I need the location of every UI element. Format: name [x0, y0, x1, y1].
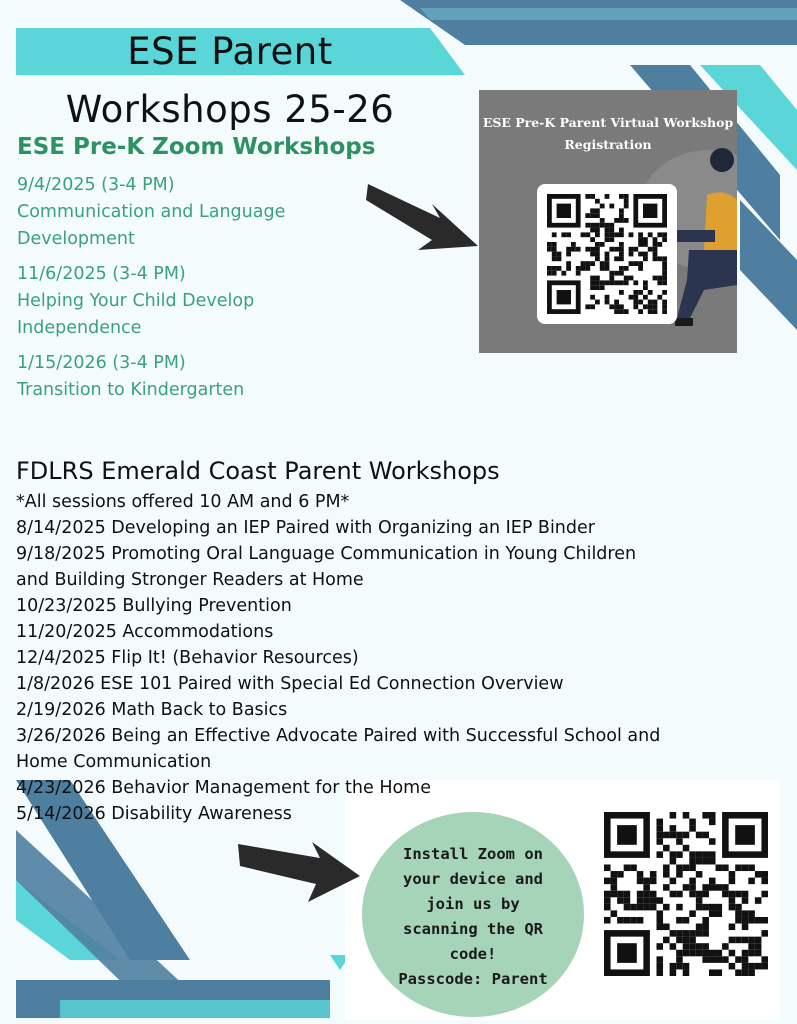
list-item: 12/4/2025 Flip It! (Behavior Resources): [16, 648, 359, 668]
qr-code-icon[interactable]: [604, 812, 768, 976]
list-item: 8/14/2025 Developing an IEP Paired with Organizing an IEP Binder: [16, 518, 595, 538]
zoom-line: code!: [449, 944, 497, 963]
workshop-topic: Transition to Kindergarten: [17, 380, 245, 400]
registration-title: ESE Pre-K Parent Virtual Workshop Registration: [482, 115, 734, 152]
list-item: 10/23/2025 Bullying Prevention: [16, 596, 292, 616]
list-item: 4/23/2026 Behavior Management for the Home: [16, 778, 431, 798]
zoom-line: scanning the QR: [403, 919, 543, 938]
qr-card[interactable]: [537, 184, 677, 324]
list-item: [17, 172, 357, 253]
list-item: [17, 350, 357, 404]
qr-code-icon[interactable]: [547, 194, 667, 314]
list-item: 5/14/2026 Disability Awareness: [16, 804, 292, 824]
workshop-date: 1/15/2026 (3-4 PM): [17, 353, 186, 373]
fdlrs-heading: FDLRS Emerald Coast Parent Workshops: [16, 457, 500, 485]
list-item: 3/26/2026 Being an Effective Advocate Paired with Successful School and: [16, 726, 661, 746]
list-item: and Building Stronger Readers at Home: [16, 570, 364, 590]
list-item: Home Communication: [16, 752, 212, 772]
fdlrs-workshop-list: [16, 489, 736, 827]
list-item: 2/19/2026 Math Back to Basics: [16, 700, 288, 720]
zoom-line: your device and: [403, 869, 543, 888]
zoom-passcode: Passcode: Parent: [398, 969, 548, 988]
title-line-2: Workshops 25-26: [65, 88, 395, 131]
list-item: 9/18/2025 Promoting Oral Language Communication in Young Children: [16, 544, 637, 564]
workshop-topic: Independence: [17, 318, 142, 338]
zoom-instructions-badge: [362, 812, 584, 1017]
zoom-line: Install Zoom on: [403, 844, 543, 863]
workshop-date: 9/4/2025 (3-4 PM): [17, 175, 175, 195]
workshop-topic: Communication and Language: [17, 202, 286, 222]
workshop-date: 11/6/2025 (3-4 PM): [17, 264, 186, 284]
workshop-topic: Helping Your Child Develop: [17, 291, 255, 311]
zoom-line: join us by: [426, 894, 520, 913]
arrow-icon: [236, 836, 364, 906]
prek-heading: ESE Pre-K Zoom Workshops: [17, 134, 376, 160]
list-item: 11/20/2025 Accommodations: [16, 622, 274, 642]
arrow-icon: [362, 170, 484, 262]
zoom-qr-card[interactable]: [600, 808, 772, 980]
registration-panel[interactable]: [479, 90, 737, 353]
list-item: 1/8/2026 ESE 101 Paired with Special Ed Connection Overview: [16, 674, 564, 694]
prek-workshop-list: [17, 172, 357, 412]
title-line-1: ESE Parent: [127, 30, 333, 73]
sessions-note: *All sessions offered 10 AM and 6 PM*: [16, 492, 350, 512]
list-item: [17, 261, 357, 342]
workshop-topic: Development: [17, 229, 135, 249]
